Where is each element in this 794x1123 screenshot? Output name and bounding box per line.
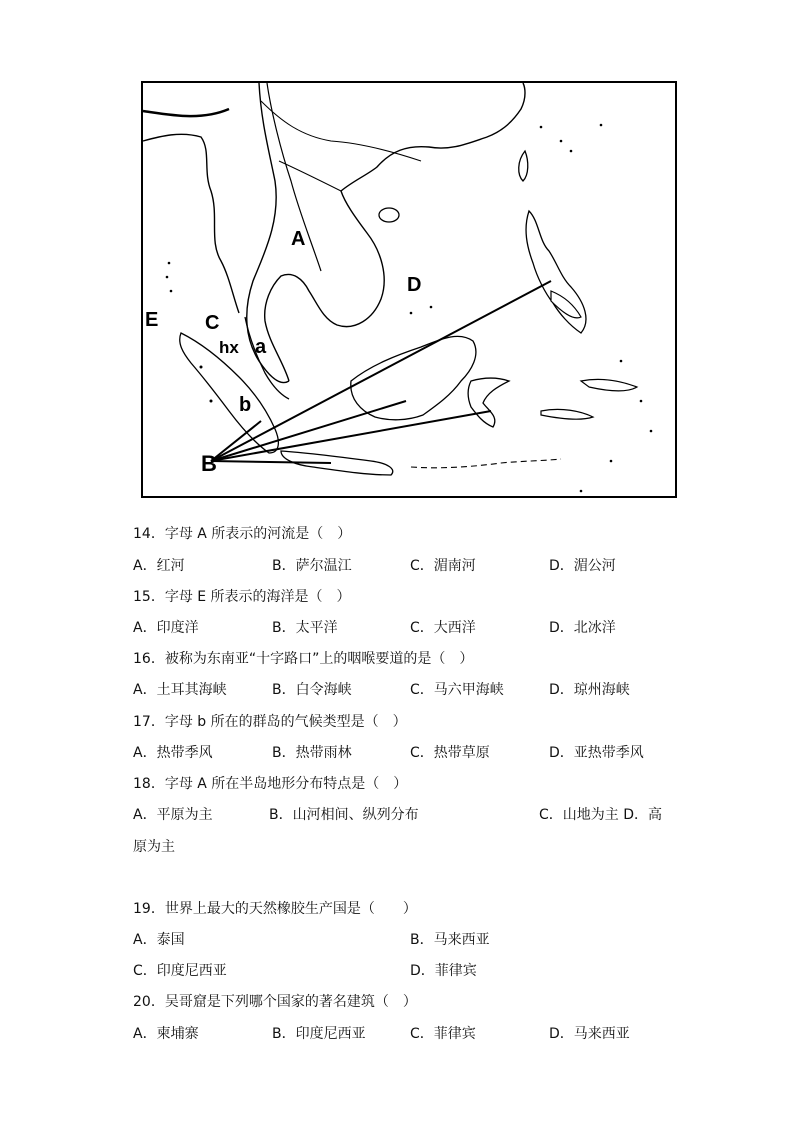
question-18-option-b[interactable]: B．山河相间、纵列分布 — [269, 807, 419, 823]
question-19-option-c[interactable]: C．印度尼西亚 — [133, 963, 227, 979]
question-20-stem: 20．吴哥窟是下列哪个国家的著名建筑（ ） — [133, 994, 417, 1010]
map-svg — [141, 81, 677, 498]
question-14-stem: 14．字母 A 所表示的河流是（ ） — [133, 526, 352, 542]
question-20-option-a[interactable]: A．柬埔寨 — [133, 1026, 199, 1042]
question-19-stem: 19．世界上最大的天然橡胶生产国是（ ） — [133, 901, 417, 917]
question-17-option-b[interactable]: B．热带雨林 — [272, 745, 352, 761]
question-20-option-b[interactable]: B．印度尼西亚 — [272, 1026, 366, 1042]
map-label-a: a — [255, 336, 267, 358]
map-label-A: A — [291, 228, 306, 250]
question-15-option-a[interactable]: A．印度洋 — [133, 620, 199, 636]
question-18-option-a[interactable]: A．平原为主 — [133, 807, 213, 823]
question-14-option-d[interactable]: D．湄公河 — [549, 558, 616, 574]
question-20-option-c[interactable]: C．菲律宾 — [410, 1026, 476, 1042]
map-label-hx: hx — [219, 338, 239, 357]
question-17-option-d[interactable]: D．亚热带季风 — [549, 745, 644, 761]
question-19-option-a[interactable]: A．泰国 — [133, 932, 185, 948]
island-hainan — [379, 208, 399, 222]
question-16-option-d[interactable]: D．琼州海峡 — [549, 682, 630, 698]
map-label-B: B — [201, 451, 217, 476]
question-15-option-c[interactable]: C．大西洋 — [410, 620, 476, 636]
question-16-option-a[interactable]: A．土耳其海峡 — [133, 682, 227, 698]
question-16-stem: 16．被称为东南亚“十字路口”上的咽喉要道的是（ ） — [133, 651, 474, 667]
question-19-option-d[interactable]: D．菲律宾 — [410, 963, 477, 979]
map-label-E: E — [145, 309, 159, 331]
question-18-option-c-d[interactable]: C．山地为主 D．高 — [539, 807, 663, 823]
question-19-option-b[interactable]: B．马来西亚 — [410, 932, 490, 948]
map-label-C: C — [205, 312, 220, 334]
southeast-asia-map — [141, 81, 677, 498]
question-14-option-c[interactable]: C．湄南河 — [410, 558, 476, 574]
question-17-option-c[interactable]: C．热带草原 — [410, 745, 490, 761]
question-16-option-b[interactable]: B．白令海峡 — [272, 682, 352, 698]
question-18-stem: 18．字母 A 所在半岛地形分布特点是（ ） — [133, 776, 408, 792]
map-label-D: D — [407, 274, 422, 296]
question-18-option-d-continued: 原为主 — [133, 839, 175, 855]
question-15-option-d[interactable]: D．北冰洋 — [549, 620, 616, 636]
question-15-stem: 15．字母 E 所表示的海洋是（ ） — [133, 589, 351, 605]
question-17-option-a[interactable]: A．热带季风 — [133, 745, 213, 761]
question-14-option-b[interactable]: B．萨尔温江 — [272, 558, 352, 574]
map-label-b: b — [239, 394, 252, 416]
question-16-option-c[interactable]: C．马六甲海峡 — [410, 682, 504, 698]
question-15-option-b[interactable]: B．太平洋 — [272, 620, 338, 636]
question-20-option-d[interactable]: D．马来西亚 — [549, 1026, 630, 1042]
question-17-stem: 17．字母 b 所在的群岛的气候类型是（ ） — [133, 714, 407, 730]
question-14-option-a[interactable]: A．红河 — [133, 558, 185, 574]
